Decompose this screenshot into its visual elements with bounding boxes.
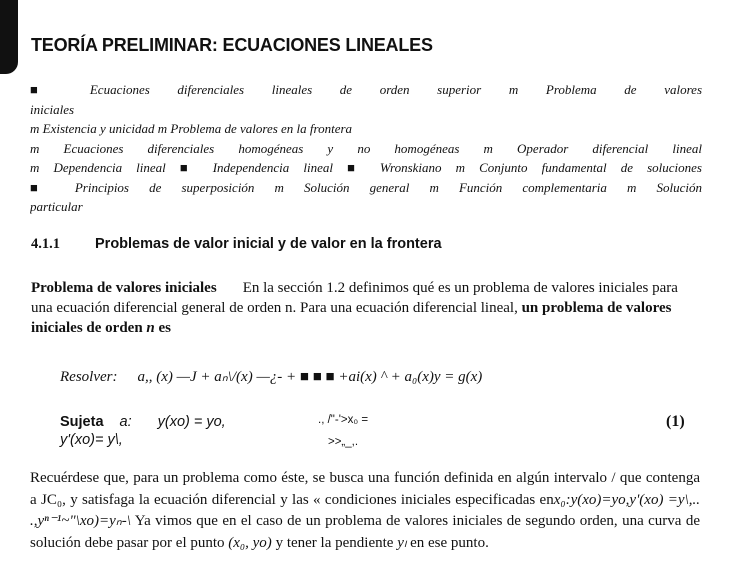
section-title: Problemas de valor inicial y de valor en la frontera <box>95 236 442 252</box>
topics-line: iniciales <box>30 101 75 117</box>
equation-number: (1) <box>666 413 685 430</box>
intro-bold: un problema de valores iniciales de orden <box>31 300 672 336</box>
resolver-formula: a,, (x) —J + aₙ\/(x) —¿- + ■ ■ ■ +ai(x) ^ + a₀(x)y = g(x) <box>137 369 483 385</box>
intro-text: En la sección 1.2 definimos qué es un problema de valores iniciales para una ecuación diferencial general de orden n. Para una ecuación diferencial lineal, <box>31 280 678 316</box>
condition-fragment-2: >>„_,. <box>328 436 359 448</box>
topics-list <box>30 80 702 217</box>
para-text-3: y tener la pendiente <box>271 534 394 551</box>
condition-1: y(xo) = yo, <box>157 414 226 430</box>
topics-line: particular <box>30 199 83 214</box>
condition-fragment: ., /"-'>x₀ = <box>318 414 369 426</box>
para-text-4: en ese punto. <box>406 534 489 551</box>
sujeta-a: a: <box>119 414 132 430</box>
page-title: TEORÍA PRELIMINAR: ECUACIONES LINEALES <box>31 35 433 55</box>
initial-conditions <box>60 413 700 449</box>
sujeta-label: Sujeta <box>60 414 104 430</box>
resolver-label: Resolver: <box>60 369 118 385</box>
section-heading <box>31 236 442 253</box>
topics-line: m Dependencia lineal ■ Independencia lineal ■ Wronskiano m Conjunto fundamental de soluciones <box>30 160 702 175</box>
topics-line: ■ Principios de superposición m Solución general m Función complementaria m Solución <box>30 179 702 195</box>
condition-2: y'(xo)= y\, <box>60 432 123 448</box>
para-text-2: Ya vimos que en el caso de un problema de valores iniciales de segundo orden, una curva de solución debe pasar por el punto <box>30 513 700 551</box>
para-slope: yₗ <box>397 534 407 551</box>
body-paragraph <box>30 468 700 554</box>
para-point: (x₀, yo) <box>228 534 272 551</box>
page-edge-bar <box>0 0 18 74</box>
topics-line: ■ Ecuaciones diferenciales lineales de orden superior m Problema de valores <box>30 82 702 97</box>
subsection-lead: Problema de valores iniciales <box>31 280 217 296</box>
para-math-1: x₀:y(xo)=yo,y'(xo) =y\,.. .,yⁿ⁻¹~"\xo)=yₙ-\ <box>30 491 700 529</box>
para-text-1: Recuérdese que, para un problema como éste, se busca una función definida en algún intervalo / que contenga a JC₀, y satisfaga la ecuación diferencial y las « condiciones iniciales especificadas en <box>30 470 700 508</box>
resolver-equation <box>60 367 482 386</box>
intro-bold-end: es <box>158 320 172 336</box>
topics-line: m Existencia y unicidad m Problema de valores en la frontera <box>30 121 353 136</box>
intro-paragraph <box>31 278 697 338</box>
section-number: 4.1.1 <box>31 236 60 252</box>
topics-line: m Ecuaciones diferenciales homogéneas y no homogéneas m Operador diferencial lineal <box>30 140 702 156</box>
intro-bold-n: n <box>146 320 155 336</box>
